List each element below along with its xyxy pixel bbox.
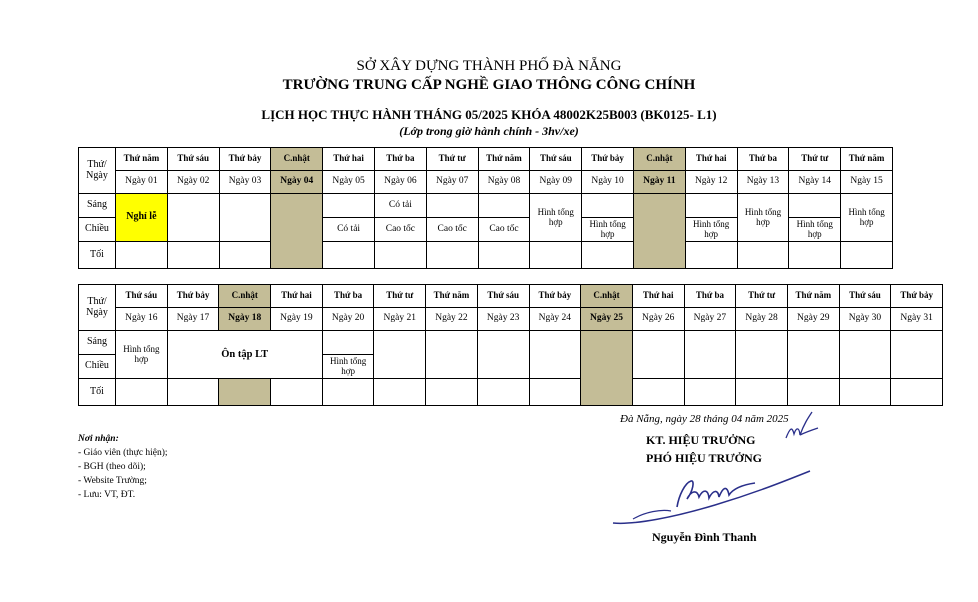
empty-cell bbox=[374, 242, 426, 269]
recipient-item: - Lưu: VT, ĐT. bbox=[78, 490, 136, 500]
day-name: Thứ ba bbox=[374, 148, 426, 171]
date-cell: Ngày 09 bbox=[530, 171, 582, 194]
row-label-weekday-date: Thứ/ Ngày bbox=[79, 148, 116, 194]
day-name: Thứ sáu bbox=[530, 148, 582, 171]
day-name: Thứ năm bbox=[841, 148, 893, 171]
date-cell: Ngày 14 bbox=[789, 171, 841, 194]
empty-cell bbox=[787, 331, 839, 379]
date-cell: Ngày 31 bbox=[891, 308, 943, 331]
day-name: Thứ hai bbox=[632, 285, 684, 308]
empty-cell bbox=[322, 331, 374, 355]
date-cell: Ngày 13 bbox=[737, 171, 789, 194]
empty-cell bbox=[529, 331, 581, 379]
row-label-morning: Sáng bbox=[79, 331, 116, 355]
day-name: Thứ hai bbox=[685, 148, 737, 171]
day-name: Thứ năm bbox=[787, 285, 839, 308]
date-cell: Ngày 27 bbox=[684, 308, 736, 331]
day-name: Thứ hai bbox=[271, 285, 323, 308]
header-school: TRƯỜNG TRUNG CẤP NGHỀ GIAO THÔNG CÔNG CHÍNH bbox=[282, 77, 696, 93]
date-cell: Ngày 07 bbox=[426, 171, 478, 194]
row-label-weekday-date: Thứ/ Ngày bbox=[79, 285, 116, 331]
empty-cell bbox=[219, 242, 271, 269]
empty-cell bbox=[737, 242, 789, 269]
empty-cell bbox=[530, 242, 582, 269]
day-name: Thứ ba bbox=[737, 148, 789, 171]
schedule-table-week1 bbox=[78, 147, 893, 269]
empty-cell bbox=[839, 331, 891, 379]
recipient-item: - Website Trường; bbox=[78, 476, 147, 486]
date-cell: Ngày 08 bbox=[478, 171, 530, 194]
session-cell: Cao tốc bbox=[478, 218, 530, 242]
empty-cell bbox=[374, 379, 426, 406]
handwritten-signature bbox=[605, 465, 815, 535]
session-cell: Hình tổng hợp bbox=[737, 194, 789, 242]
signature-date: Đà Nẵng, ngày 28 tháng 04 năm 2025 bbox=[620, 413, 789, 425]
day-name: Thứ tư bbox=[426, 148, 478, 171]
header-department: SỞ XÂY DỰNG THÀNH PHỐ ĐÀ NẴNG bbox=[356, 58, 622, 74]
sunday-cell bbox=[271, 194, 323, 269]
day-name: Thứ năm bbox=[478, 148, 530, 171]
date-cell: Ngày 19 bbox=[271, 308, 323, 331]
day-name: Thứ ba bbox=[684, 285, 736, 308]
initials-mark bbox=[782, 410, 822, 445]
signature-title-2: PHÓ HIỆU TRƯỞNG bbox=[646, 451, 763, 465]
empty-cell bbox=[582, 242, 634, 269]
day-name: Thứ sáu bbox=[839, 285, 891, 308]
sunday-cell bbox=[219, 379, 271, 406]
session-cell: Có tải bbox=[374, 194, 426, 218]
empty-cell bbox=[167, 242, 219, 269]
day-name: Thứ năm bbox=[426, 285, 478, 308]
recipient-item: - Giáo viên (thực hiện); bbox=[78, 448, 168, 458]
row-label-afternoon: Chiều bbox=[79, 355, 116, 379]
row-label-afternoon: Chiều bbox=[79, 218, 116, 242]
day-name: Thứ năm bbox=[116, 148, 168, 171]
empty-cell bbox=[685, 194, 737, 218]
schedule-title: LỊCH HỌC THỰC HÀNH THÁNG 05/2025 KHÓA 48002K25B003 (BK0125- L1) bbox=[261, 107, 717, 122]
empty-cell bbox=[529, 379, 581, 406]
date-cell: Ngày 04 bbox=[271, 171, 323, 194]
day-name: Thứ tư bbox=[789, 148, 841, 171]
day-name: Thứ bảy bbox=[529, 285, 581, 308]
date-cell: Ngày 01 bbox=[116, 171, 168, 194]
empty-cell bbox=[891, 331, 943, 379]
date-cell: Ngày 24 bbox=[529, 308, 581, 331]
day-name: C.nhật bbox=[271, 148, 323, 171]
empty-cell bbox=[789, 194, 841, 218]
day-name: C.nhật bbox=[633, 148, 685, 171]
holiday-cell: Nghỉ lễ bbox=[116, 194, 168, 242]
empty-cell bbox=[271, 379, 323, 406]
sunday-cell bbox=[581, 331, 633, 406]
empty-cell bbox=[685, 242, 737, 269]
row-label-evening: Tối bbox=[79, 379, 116, 406]
empty-cell bbox=[322, 379, 374, 406]
empty-cell bbox=[684, 331, 736, 379]
empty-cell bbox=[736, 379, 788, 406]
date-cell: Ngày 22 bbox=[426, 308, 478, 331]
date-cell: Ngày 11 bbox=[633, 171, 685, 194]
day-name: Thứ bảy bbox=[219, 148, 271, 171]
empty-cell bbox=[219, 194, 271, 242]
session-cell: Hình tổng hợp bbox=[685, 218, 737, 242]
date-cell: Ngày 26 bbox=[632, 308, 684, 331]
empty-cell bbox=[323, 194, 375, 218]
empty-cell bbox=[167, 379, 219, 406]
session-cell: Hình tổng hợp bbox=[322, 355, 374, 379]
row-label-morning: Sáng bbox=[79, 194, 116, 218]
date-cell: Ngày 12 bbox=[685, 171, 737, 194]
empty-cell bbox=[426, 242, 478, 269]
day-name: Thứ sáu bbox=[167, 148, 219, 171]
sunday-cell bbox=[633, 194, 685, 269]
date-cell: Ngày 17 bbox=[167, 308, 219, 331]
day-name: Thứ sáu bbox=[116, 285, 168, 308]
empty-cell bbox=[477, 331, 529, 379]
empty-cell bbox=[167, 194, 219, 242]
session-cell: Hình tổng hợp bbox=[789, 218, 841, 242]
date-cell: Ngày 28 bbox=[736, 308, 788, 331]
date-cell: Ngày 21 bbox=[374, 308, 426, 331]
empty-cell bbox=[736, 331, 788, 379]
signer-name: Nguyễn Đình Thanh bbox=[652, 530, 757, 544]
day-name: Thứ bảy bbox=[582, 148, 634, 171]
schedule-subtitle: (Lớp trong giờ hành chính - 3hv/xe) bbox=[399, 124, 579, 138]
session-cell: Hình tổng hợp bbox=[582, 218, 634, 242]
date-cell: Ngày 18 bbox=[219, 308, 271, 331]
empty-cell bbox=[116, 379, 168, 406]
date-cell: Ngày 16 bbox=[116, 308, 168, 331]
row-label-evening: Tối bbox=[79, 242, 116, 269]
empty-cell bbox=[323, 242, 375, 269]
session-cell: Hình tổng hợp bbox=[116, 331, 168, 379]
date-cell: Ngày 10 bbox=[582, 171, 634, 194]
date-cell: Ngày 23 bbox=[477, 308, 529, 331]
schedule-table-week2 bbox=[78, 284, 943, 406]
date-cell: Ngày 02 bbox=[167, 171, 219, 194]
empty-cell bbox=[477, 379, 529, 406]
empty-cell bbox=[426, 331, 478, 379]
day-name: C.nhật bbox=[219, 285, 271, 308]
session-cell: Hình tổng hợp bbox=[530, 194, 582, 242]
date-cell: Ngày 05 bbox=[323, 171, 375, 194]
empty-cell bbox=[684, 379, 736, 406]
session-cell: Hình tổng hợp bbox=[841, 194, 893, 242]
date-cell: Ngày 25 bbox=[581, 308, 633, 331]
empty-cell bbox=[426, 379, 478, 406]
empty-cell bbox=[478, 242, 530, 269]
empty-cell bbox=[116, 242, 168, 269]
empty-cell bbox=[841, 242, 893, 269]
day-name: Thứ bảy bbox=[167, 285, 219, 308]
date-cell: Ngày 15 bbox=[841, 171, 893, 194]
date-cell: Ngày 29 bbox=[787, 308, 839, 331]
session-cell: Có tải bbox=[323, 218, 375, 242]
day-name: Thứ ba bbox=[322, 285, 374, 308]
recipients-block bbox=[78, 432, 168, 502]
empty-cell bbox=[632, 379, 684, 406]
date-cell: Ngày 06 bbox=[374, 171, 426, 194]
empty-cell bbox=[582, 194, 634, 218]
date-cell: Ngày 30 bbox=[839, 308, 891, 331]
signature-title-1: KT. HIỆU TRƯỞNG bbox=[646, 433, 756, 447]
date-cell: Ngày 20 bbox=[322, 308, 374, 331]
empty-cell bbox=[787, 379, 839, 406]
empty-cell bbox=[478, 194, 530, 218]
empty-cell bbox=[632, 331, 684, 379]
day-name: C.nhật bbox=[581, 285, 633, 308]
day-name: Thứ tư bbox=[374, 285, 426, 308]
empty-cell bbox=[891, 379, 943, 406]
recipient-item: - BGH (theo dõi); bbox=[78, 462, 146, 472]
empty-cell bbox=[426, 194, 478, 218]
day-name: Thứ tư bbox=[736, 285, 788, 308]
review-cell: Ôn tập LT bbox=[167, 331, 322, 379]
day-name: Thứ bảy bbox=[891, 285, 943, 308]
empty-cell bbox=[839, 379, 891, 406]
empty-cell bbox=[789, 242, 841, 269]
session-cell: Cao tốc bbox=[426, 218, 478, 242]
recipients-title: Nơi nhận: bbox=[78, 434, 119, 444]
session-cell: Cao tốc bbox=[374, 218, 426, 242]
date-cell: Ngày 03 bbox=[219, 171, 271, 194]
day-name: Thứ hai bbox=[323, 148, 375, 171]
day-name: Thứ sáu bbox=[477, 285, 529, 308]
empty-cell bbox=[374, 331, 426, 379]
